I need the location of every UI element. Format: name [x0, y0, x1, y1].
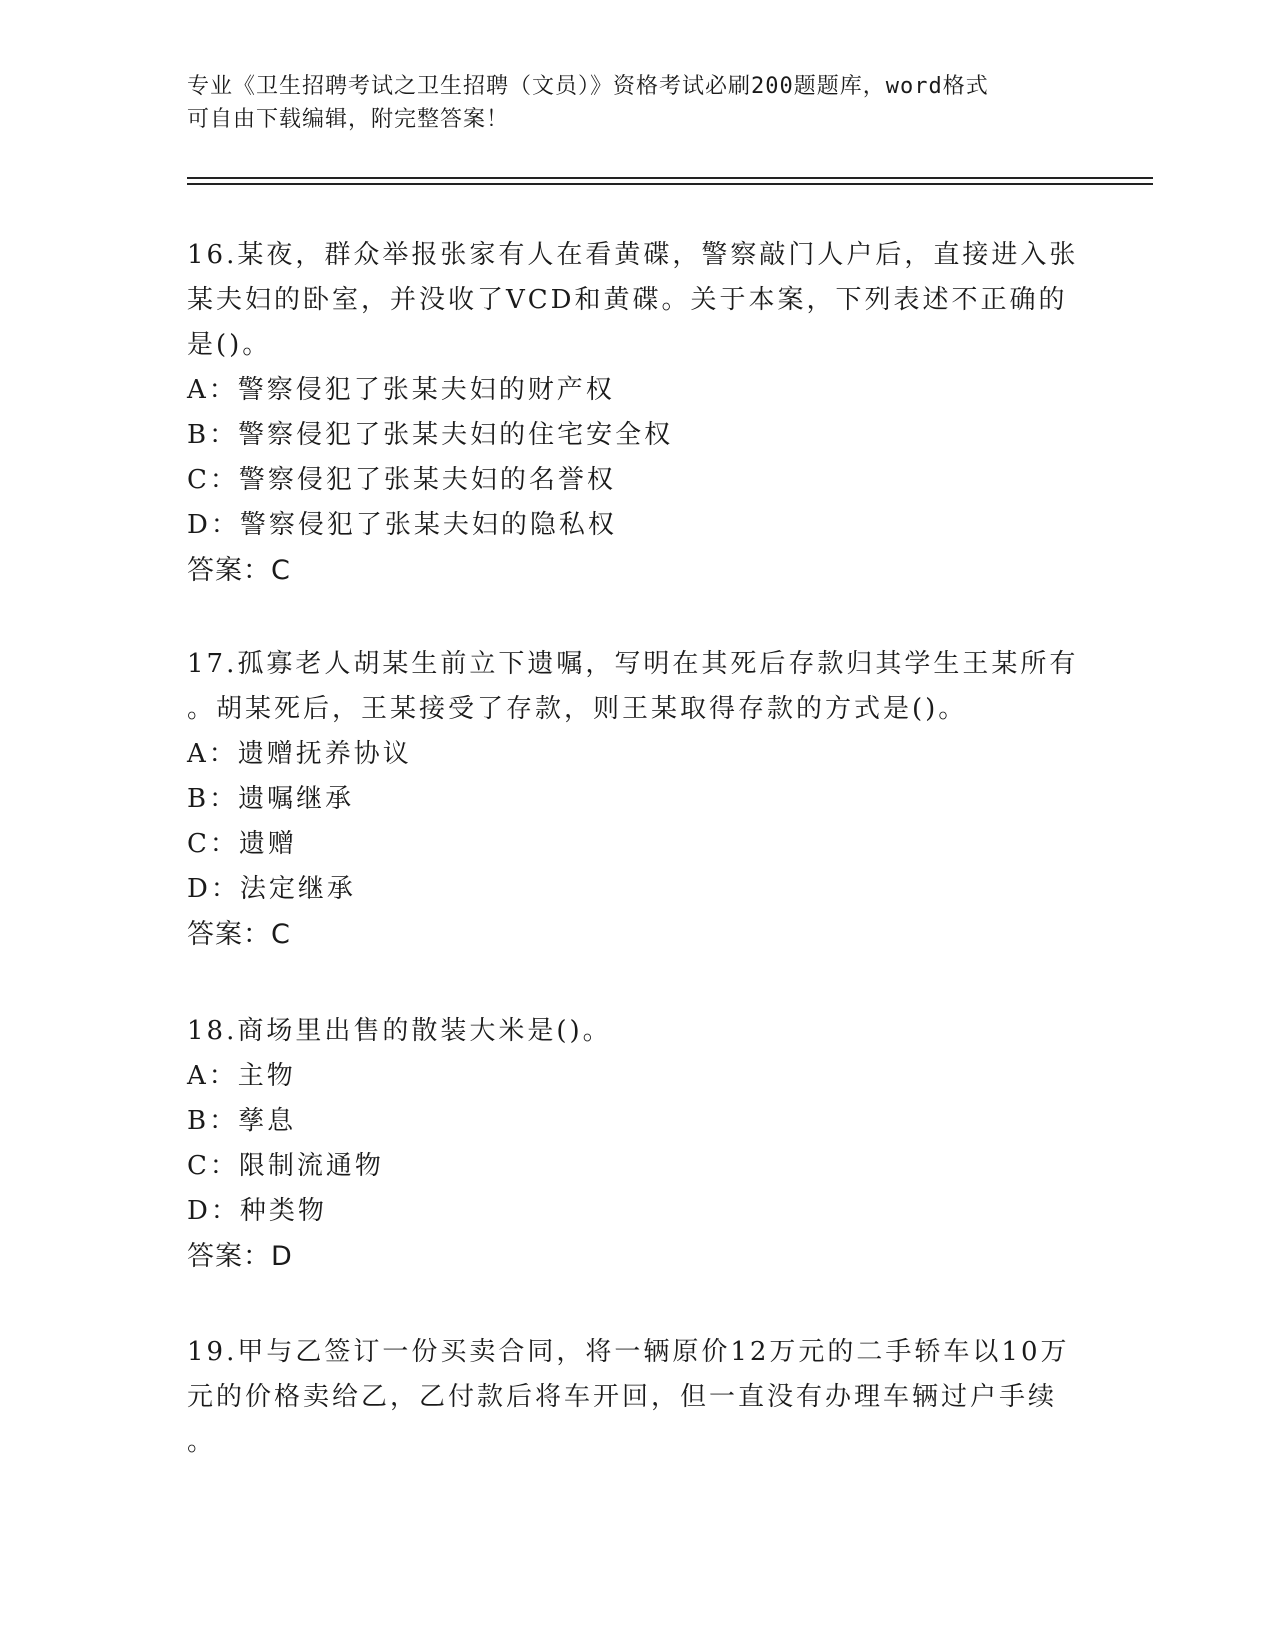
- option-b: B：孳息: [187, 1106, 297, 1136]
- question-stem-line: 元的价格卖给乙，乙付款后将车开回，但一直没有办理车辆过户手续: [187, 1382, 1058, 1412]
- question-stem-line: 16.某夜，群众举报张家有人在看黄碟，警察敲门人户后，直接进入张: [187, 240, 1079, 270]
- question-19: [187, 1330, 1087, 1465]
- question-17: [187, 642, 1087, 958]
- question-18: [187, 1009, 1087, 1280]
- option-c: C：遗赠: [187, 829, 297, 859]
- answer: 答案：C: [187, 555, 291, 586]
- option-a: A：遗赠抚养协议: [187, 739, 412, 769]
- option-b: B：遗嘱继承: [187, 784, 355, 814]
- header-divider-top: [187, 177, 1153, 179]
- option-a: A：主物: [187, 1061, 296, 1091]
- document-header: [187, 70, 1067, 136]
- question-stem-line: 19.甲与乙签订一份买卖合同，将一辆原价12万元的二手轿车以10万: [187, 1337, 1070, 1367]
- option-d: D：法定继承: [187, 874, 356, 904]
- option-c: C：限制流通物: [187, 1151, 384, 1181]
- option-d: D：警察侵犯了张某夫妇的隐私权: [187, 510, 617, 540]
- answer: 答案：C: [187, 919, 291, 950]
- question-stem-line: 18.商场里出售的散装大米是()。: [187, 1016, 612, 1046]
- answer: 答案：D: [187, 1241, 293, 1272]
- option-d: D：种类物: [187, 1196, 327, 1226]
- header-title-line-2: 可自由下载编辑，附完整答案！: [187, 107, 510, 132]
- option-c: C：警察侵犯了张某夫妇的名誉权: [187, 465, 616, 495]
- question-stem-line: 。: [187, 1427, 217, 1457]
- header-divider-bottom: [187, 183, 1153, 185]
- question-stem-line: 某夫妇的卧室，并没收了VCD和黄碟。关于本案，下列表述不正确的: [187, 285, 1068, 315]
- question-stem-line: 17.孤寡老人胡某生前立下遗嘱，写明在其死后存款归其学生王某所有: [187, 649, 1079, 679]
- question-stem-line: 。胡某死后，王某接受了存款，则王某取得存款的方式是()。: [187, 694, 968, 724]
- option-a: A：警察侵犯了张某夫妇的财产权: [187, 375, 615, 405]
- question-16: [187, 233, 1087, 594]
- option-b: B：警察侵犯了张某夫妇的住宅安全权: [187, 420, 674, 450]
- header-title-line-1: 专业《卫生招聘考试之卫生招聘（文员）》资格考试必刷200题题库，word格式: [187, 74, 989, 99]
- question-stem-line: 是()。: [187, 330, 272, 360]
